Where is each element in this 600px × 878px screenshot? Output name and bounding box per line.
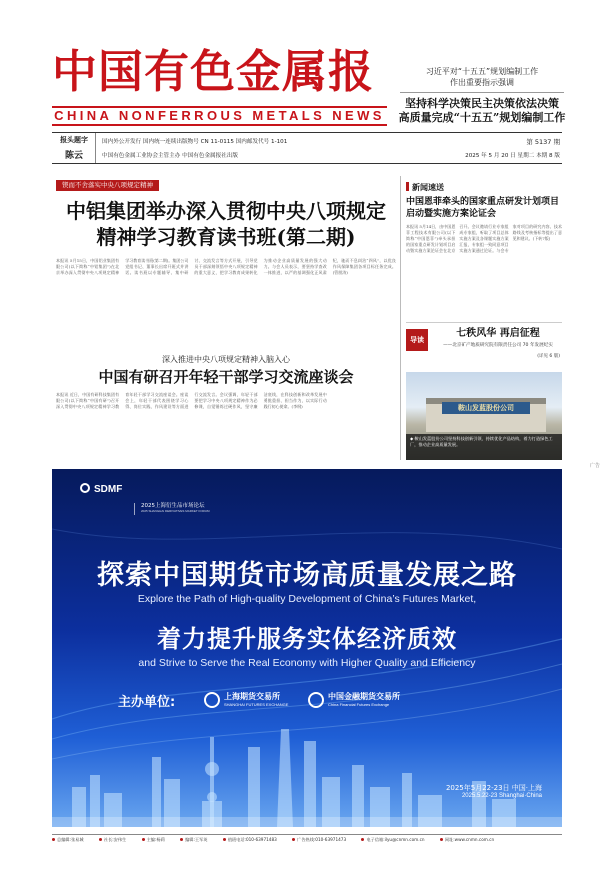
guide-badge: 导读	[406, 329, 428, 351]
top-headline-line-2: 作出重要指示强调	[450, 78, 514, 87]
newspaper-logo: 中国有色金属报	[52, 45, 375, 98]
ad-english-1: Explore the Path of High-quality Development of China’s Futures Market,	[137, 593, 477, 605]
lead-headline-line-2: 精神学习教育读书班(第二期)	[96, 225, 356, 249]
footer-editor-in-chief: 总编辑:张易城	[57, 837, 84, 842]
footer-ad-phone: 广告热线:010-63971473	[297, 837, 347, 842]
second-article-kicker: 深入推进中央八项规定精神入脑入心	[162, 355, 290, 364]
lead-headline-line-1: 中铝集团举办深入贯彻中央八项规定	[66, 199, 386, 223]
host-1-name: 上海期货交易所	[224, 692, 280, 701]
top-headline-line-1: 习近平对“十五五”规划编制工作	[425, 67, 539, 76]
top-headline-box[interactable]	[392, 66, 572, 130]
bullet-icon	[99, 838, 102, 841]
advertisement[interactable]	[52, 469, 562, 827]
host-label: 主办单位:	[118, 695, 176, 710]
bullet-icon	[440, 838, 443, 841]
footer-item	[180, 837, 207, 843]
ad-hosts	[118, 689, 538, 713]
reading-guide[interactable]	[406, 322, 562, 370]
section-marker-icon	[406, 182, 409, 191]
footer-website: 网址:www.cnmn.com.cn	[444, 837, 495, 842]
bullet-icon	[361, 838, 364, 841]
cffex-logo-icon	[308, 692, 324, 708]
footer-chief-editor: 主编:杨莉	[146, 837, 165, 842]
top-headline-line-4: 高质量完成“十五五”规划编制工作	[398, 111, 566, 124]
footer-email: 电子信箱:ilyu@cnmn.com.cn	[366, 837, 425, 842]
footer-item[interactable]	[440, 837, 494, 843]
guide-page-note: (详见 6 版)	[537, 354, 560, 359]
news-article-body: 本报讯 5月14日，由中国恩菲工程技术有限公司(以下简称“中国恩菲”)牵头承担的国家重点研发计划项目启动暨实施方案论证会在北京召开。会议邀请行业专家组成专家组，听取了项目总体实施方案及各课题实施方案汇报，专家组一致同意项目实施方案通过论证。与会专家对项目的研究内容、技术路线及考核指标等提出了意见和建议。(下转7版)	[406, 224, 562, 253]
masthead	[52, 42, 387, 130]
calligraphy-credit	[52, 133, 96, 163]
second-article-headline[interactable]: 中国有研召开年轻干部学习交流座谈会	[98, 368, 354, 386]
lead-headline[interactable]	[56, 198, 396, 250]
news-section-label: 新闻速送	[412, 183, 444, 192]
forum-logo	[80, 483, 122, 495]
issue-date: 2025 年 5 月 20 日 星期二 本期 8 版	[465, 153, 560, 159]
bullet-icon	[292, 838, 295, 841]
host-2-name-en: China Financial Futures Exchange	[328, 702, 390, 707]
publication-info-bar	[52, 132, 562, 164]
ad-title-2: 着力提升服务实体经济质效	[157, 625, 457, 653]
shanghai-skyline	[52, 717, 562, 827]
column-divider	[400, 176, 401, 460]
bullet-icon	[142, 838, 145, 841]
calligraphy-credit-label: 报头题字	[60, 136, 88, 144]
publisher-line: 中国有色金属工业协会主管主办 中国有色金属报社出版	[102, 153, 239, 159]
footer-item	[99, 837, 126, 843]
footer-president: 社长:安伟生	[103, 837, 127, 842]
forum-event-en: 2025 SHANGHAI DERIVATIVES MARKET FORUM	[141, 509, 210, 513]
footer-item[interactable]	[361, 837, 424, 843]
guide-title: 七秩风华 再启征程	[456, 328, 540, 339]
footer-page-editor: 编辑:王军英	[185, 837, 208, 842]
ad-english-2: and Strive to Serve the Real Economy with Higher Quality and Efficiency	[138, 657, 476, 669]
footer-duty-phone: 值班电话:010-63971483	[227, 837, 277, 842]
bullet-icon	[180, 838, 183, 841]
shfe-logo-icon	[204, 692, 220, 708]
footer-item	[223, 837, 277, 843]
news-headline[interactable]: 中国恩菲牵头的国家重点研发计划项目启动暨实施方案论证会	[406, 197, 560, 219]
photo-caption: ◆ 鞍山发蓝股份公司坚持科技创新引领，持续优化产品结构，着力打造绿色工厂，推动企业高质量发展。	[406, 434, 562, 460]
ad-title-1: 探索中国期货市场高质量发展之路	[97, 560, 517, 591]
forum-date: 2025年5月22-23日 中国·上海	[445, 784, 542, 792]
forum-date-en: 2025.5.22-23 Shanghai·China	[461, 793, 542, 799]
host-1-name-en: SHANGHAI FUTURES EXCHANGE	[224, 702, 289, 707]
forum-event-cn: 2025上海衍生品市场论坛	[141, 503, 205, 509]
lead-kicker: 锲而不舍落实中央八项规定精神	[56, 180, 159, 191]
lead-article-body: 本报讯 5月15日，中国铝业集团有限公司(以下简称“中铝集团”)在北京举办深入贯彻中央八项规定精神学习教育读书班(第二期)。集团公司党组书记、董事长出席开班式并讲话。读书班以专题辅导、集中研讨、交流发言等方式开展，引导党员干部深刻领悟中央八项规定精神的重大意义，把学习教育成果转化为推动企业高质量发展的强大动力。与会人员表示，要坚持学查改一体推进，以严的基调强化正风肃纪，驰而不息纠治“四风”，以优良作风保障集团各项目标任务完成。(管朋涛)	[56, 258, 396, 275]
news-section-header	[406, 182, 444, 193]
calligraphy-credit-name: 陈云	[64, 151, 83, 161]
factory-sign: 鞍山发蓝股份公司	[442, 402, 530, 414]
bullet-icon	[223, 838, 226, 841]
bullet-icon	[52, 838, 55, 841]
host-2-name: 中国金融期货交易所	[328, 692, 400, 701]
guide-subtitle: ——北京矿产地质研究院有限责任公司 70 年发展纪实	[443, 343, 553, 348]
forum-logo-icon	[80, 483, 90, 493]
top-headline-line-3: 坚持科学决策民主决策依法决策	[405, 97, 559, 110]
publication-codes: 国内外公开发行 国内统一连续出版物号 CN 11-0115 国内邮发代号 1-101	[102, 139, 288, 145]
footer-item	[142, 837, 165, 843]
footer-item	[292, 837, 346, 843]
page-footer	[52, 834, 562, 844]
issue-number: 第 5137 期	[526, 138, 560, 146]
forum-event-name	[134, 503, 254, 515]
second-article-body: 本报讯 近日，中国有研科技集团有限公司(以下简称“中国有研”)召开深入贯彻中央八项规定精神学习教育年轻干部学习交流座谈会。座谈会上，年轻干部代表围绕学习心得、岗位实践、作风建设等方面进行交流发言。会议强调，年轻干部要把学习中央八项规定精神作为必修课，自觉锤炼过硬作风，坚守廉洁底线，在科技创新和改革发展中勇挑重担、担当作为，以实际行动践行初心使命。(李纲)	[56, 392, 327, 409]
footer-item	[52, 837, 84, 843]
forum-logo-text: SDMF	[94, 484, 123, 495]
divider	[400, 92, 564, 93]
newspaper-english-name: CHINA NONFERROUS METALS NEWS	[52, 106, 387, 126]
factory-photo	[406, 372, 562, 460]
advertisement-label: 广告	[589, 463, 600, 469]
